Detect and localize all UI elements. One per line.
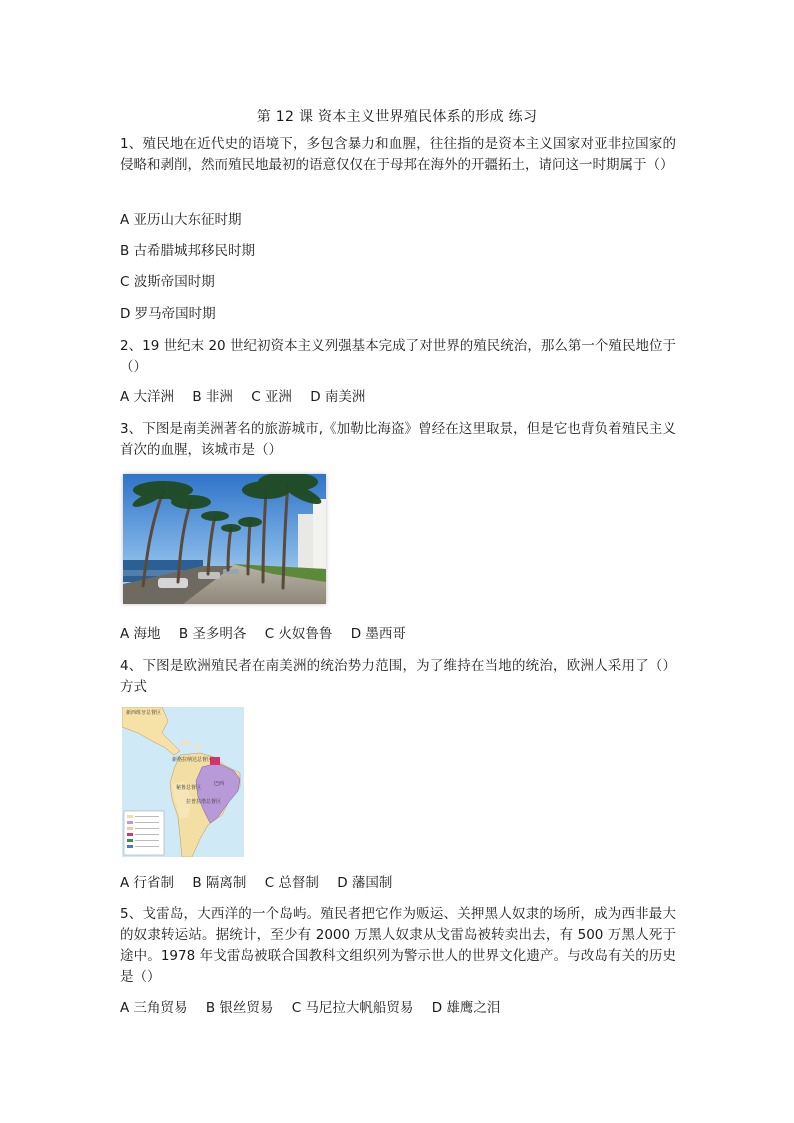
question-4-option-c: C 总督制 xyxy=(264,875,319,891)
question-1-stem: 1、殖民地在近代史的语境下，多包含暴力和血腥，往往指的是资本主义国家对亚非拉国家的侵略和剥削，然而殖民地最初的语意仅仅在于母邦在海外的开疆拓土，请问这一时期属于（） xyxy=(120,136,676,173)
question-3-option-a: A 海地 xyxy=(120,626,161,642)
photo-illustration xyxy=(123,474,326,604)
question-5-option-b: B 银丝贸易 xyxy=(205,1000,274,1016)
question-1-option-a: A 亚历山大东征时期 xyxy=(120,212,242,228)
question-4-stem: 4、下图是欧洲殖民者在南美洲的统治势力范围，为了维持在当地的统治，欧洲人采用了（）方式 xyxy=(120,658,676,695)
question-5-option-c: C 马尼拉大帆船贸易 xyxy=(291,1000,414,1016)
question-5-stem: 5、戈雷岛，大西洋的一个岛屿。殖民者把它作为贩运、关押黑人奴隶的场所，成为西非最大的奴隶转运站。据统计，至少有 2000 万黑人奴隶从戈雷岛被转卖出去，有 500 万黑人死于途中。1978 年戈雷岛被联合国教科文组织列为警示世人的世界文化遗产。与改岛有关的历史是（） xyxy=(120,906,676,985)
question-2-stem: 2、19 世纪末 20 世纪初资本主义列强基本完成了对世界的殖民统治，那么第一个殖民地位于（） xyxy=(120,338,676,375)
map-illustration xyxy=(122,707,244,857)
question-5-option-d: D 雄鹰之泪 xyxy=(431,1000,501,1016)
question-3-option-c: C 火奴鲁鲁 xyxy=(264,626,333,642)
question-5-options xyxy=(120,998,680,1018)
question-2-option-c: C 亚洲 xyxy=(251,389,292,405)
map-label-brazil: 巴西 xyxy=(214,781,225,787)
question-2-option-b: B 非洲 xyxy=(192,389,233,405)
map-label-peru: 秘鲁总督区 xyxy=(176,785,202,791)
question-5-option-a: A 三角贸易 xyxy=(120,1000,188,1016)
question-3-option-d: D 墨西哥 xyxy=(350,626,406,642)
question-1-option-b: B 古希腊城邦移民时期 xyxy=(120,243,256,259)
question-3-options xyxy=(120,624,680,644)
palm-boulevard-photo xyxy=(123,474,326,604)
question-2-option-a: A 大洋洲 xyxy=(120,389,175,405)
map-label-new-granada: 新格拉纳达总督区 xyxy=(172,757,213,763)
question-3-stem: 3、下图是南美洲著名的旅游城市,《加勒比海盗》曾经在这里取景，但是它也背负着殖民主义首次的血腥，该城市是（） xyxy=(120,421,676,458)
question-4-options xyxy=(120,873,680,893)
map-label-new-spain: 新西班牙总督区 xyxy=(126,710,162,716)
question-4-option-d: D 藩国制 xyxy=(337,875,393,891)
south-america-colonial-map xyxy=(122,707,244,857)
question-3-option-b: B 圣多明各 xyxy=(178,626,247,642)
question-1-option-c: C 波斯帝国时期 xyxy=(120,274,215,290)
question-2-options xyxy=(120,387,680,407)
question-4-option-a: A 行省制 xyxy=(120,875,175,891)
question-2-option-d: D 南美洲 xyxy=(310,389,366,405)
question-1-option-d: D 罗马帝国时期 xyxy=(120,306,216,322)
page-title: 第 12 课 资本主义世界殖民体系的形成 练习 xyxy=(256,109,538,125)
question-4-option-b: B 隔离制 xyxy=(192,875,247,891)
map-label-la-plata: 拉普拉塔总督区 xyxy=(186,799,222,805)
